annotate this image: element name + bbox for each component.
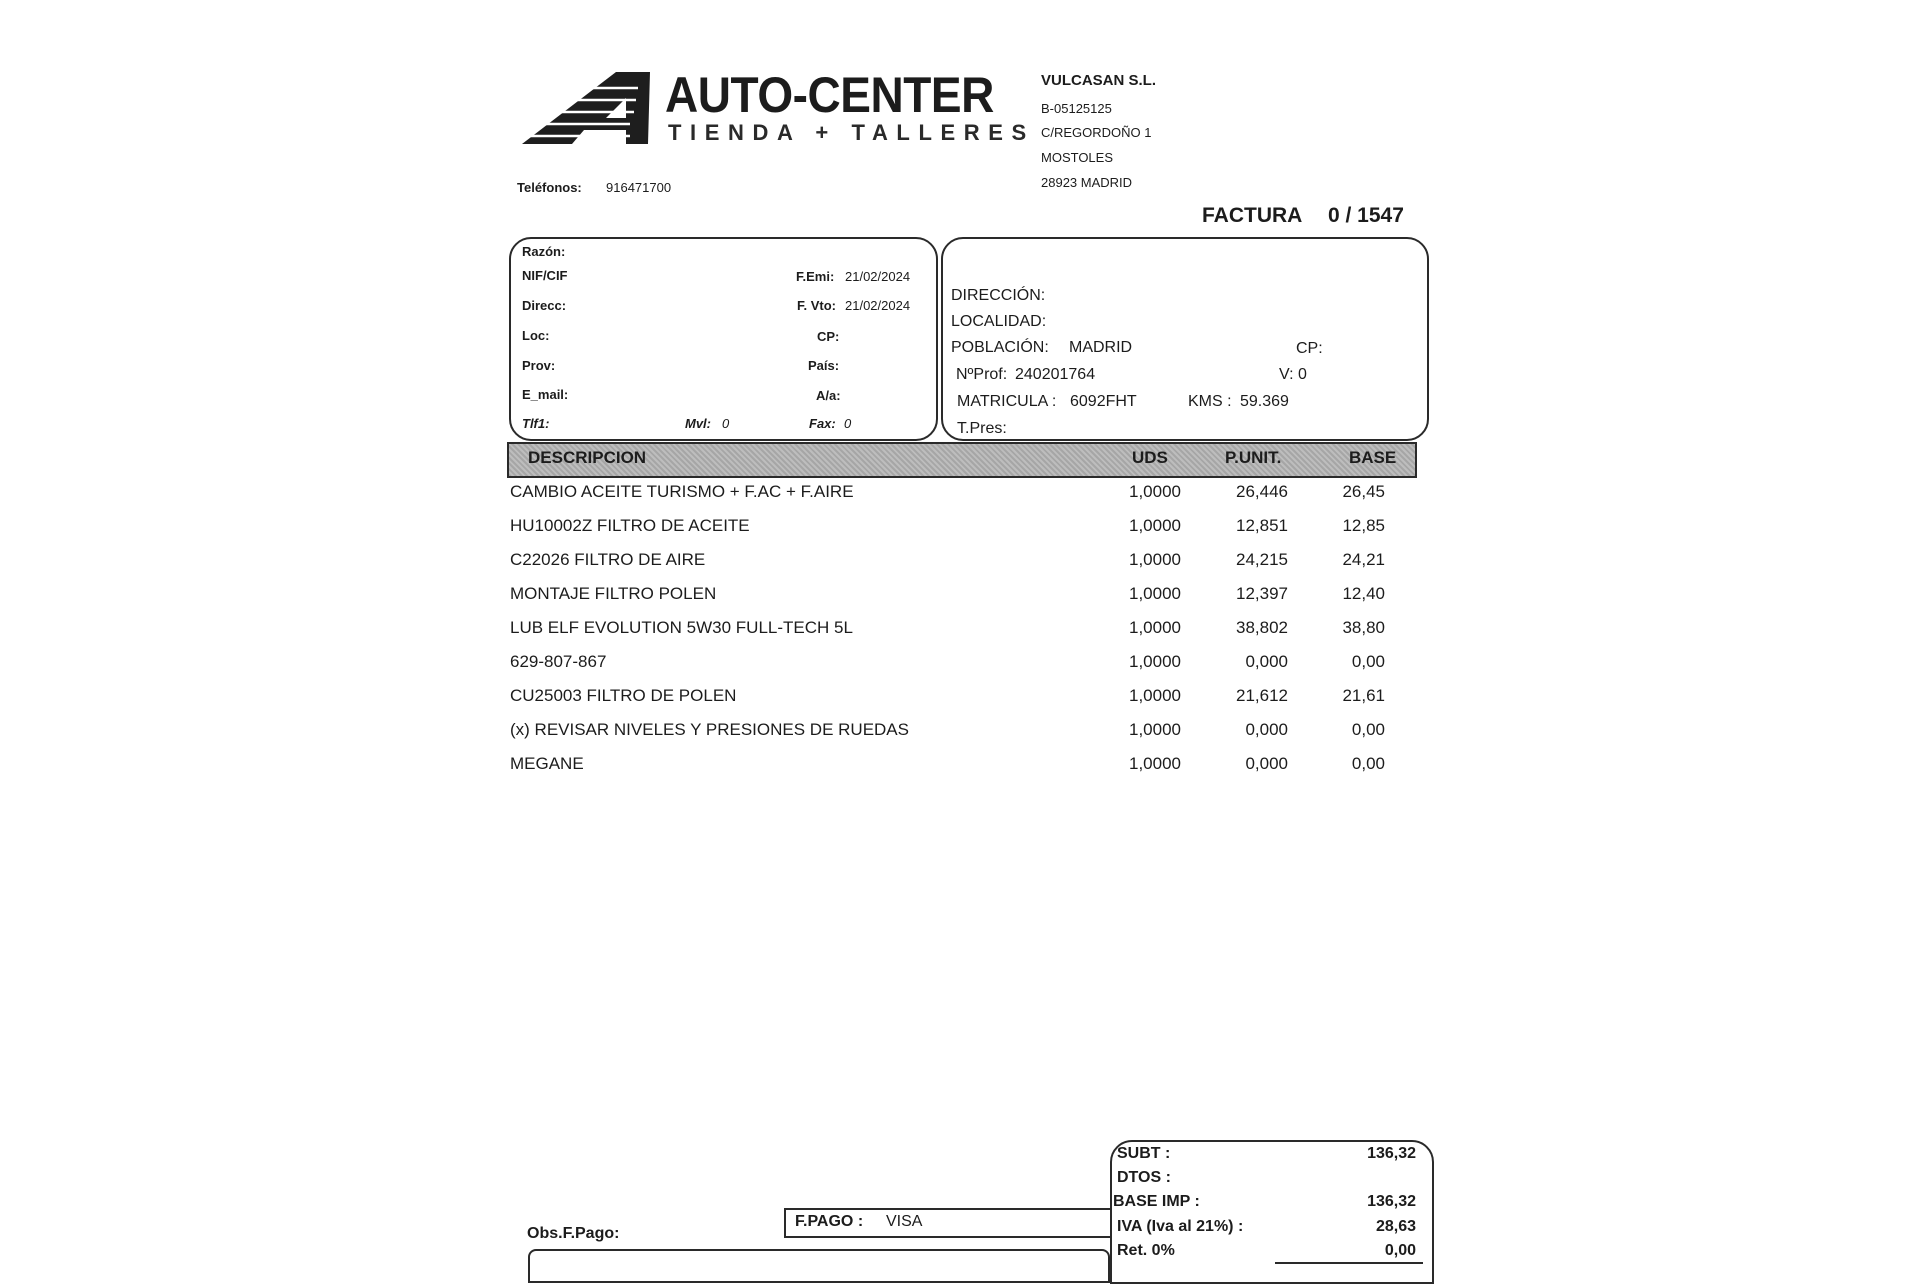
row-uds: 1,0000	[1129, 584, 1181, 603]
brand-name: AUTO-CENTER	[665, 67, 994, 123]
base-imp-value: 136,32	[1367, 1193, 1416, 1210]
mvl-label: Mvl:	[685, 416, 711, 431]
row-desc: MEGANE	[510, 754, 584, 773]
kms-value: 59.369	[1240, 393, 1289, 410]
row-punit: 0,000	[1245, 652, 1288, 671]
brand-subtitle: TIENDA + TALLERES	[668, 120, 1035, 145]
row-base: 21,61	[1342, 686, 1385, 705]
row-base: 38,80	[1342, 618, 1385, 637]
v-label: V:	[1279, 366, 1294, 383]
row-desc: CAMBIO ACEITE TURISMO + F.AC + F.AIRE	[510, 482, 854, 501]
col-uds-header: UDS	[1132, 448, 1168, 467]
iva-label: IVA (Iva al 21%) :	[1117, 1218, 1244, 1235]
nprof-value: 240201764	[1015, 366, 1096, 383]
aa-label: A/a:	[816, 388, 841, 403]
dtos-label: DTOS :	[1117, 1169, 1171, 1186]
auto-center-logo-icon	[522, 72, 650, 144]
row-punit: 38,802	[1236, 618, 1288, 637]
email-label: E_mail:	[522, 387, 569, 402]
row-uds: 1,0000	[1129, 516, 1181, 535]
row-punit: 12,851	[1236, 516, 1288, 535]
row-base: 0,00	[1351, 754, 1385, 773]
row-uds: 1,0000	[1129, 482, 1181, 501]
loc-label: Loc:	[522, 328, 550, 343]
row-base: 0,00	[1351, 652, 1385, 671]
totals-rule	[1275, 1262, 1423, 1264]
company-postal: 28923 MADRID	[1041, 175, 1133, 190]
row-desc: 629-807-867	[510, 652, 607, 671]
row-punit: 24,215	[1236, 550, 1288, 569]
nprof-label: NºProf:	[956, 366, 1008, 383]
invoice-number: 0 / 1547	[1328, 204, 1404, 227]
row-punit: 26,446	[1236, 482, 1288, 501]
obs-box	[528, 1249, 1110, 1283]
table-row	[0, 652, 1920, 676]
femi-value: 21/02/2024	[845, 269, 911, 284]
matricula-value: 6092FHT	[1070, 393, 1137, 410]
col-desc-header: DESCRIPCION	[528, 448, 647, 467]
row-base: 12,40	[1342, 584, 1385, 603]
row-uds: 1,0000	[1129, 652, 1181, 671]
row-punit: 0,000	[1245, 720, 1288, 739]
localidad-label: LOCALIDAD:	[951, 313, 1047, 330]
tpres-label: T.Pres:	[957, 420, 1007, 437]
table-row	[0, 482, 1920, 506]
row-base: 26,45	[1342, 482, 1385, 501]
row-desc: (x) REVISAR NIVELES Y PRESIONES DE RUEDAS	[510, 720, 909, 739]
pais-label: País:	[808, 358, 840, 373]
table-row	[0, 754, 1920, 778]
row-uds: 1,0000	[1129, 686, 1181, 705]
company-name: VULCASAN S.L.	[1041, 72, 1157, 89]
row-base: 12,85	[1342, 516, 1385, 535]
table-row	[0, 550, 1920, 574]
poblacion-label: POBLACIÓN:	[951, 339, 1049, 356]
row-uds: 1,0000	[1129, 550, 1181, 569]
row-desc: LUB ELF EVOLUTION 5W30 FULL-TECH 5L	[510, 618, 853, 637]
phones-value: 916471700	[606, 180, 672, 195]
femi-label: F.Emi:	[796, 269, 835, 284]
nif-label: NIF/CIF	[522, 268, 568, 283]
table-row	[0, 618, 1920, 642]
fvto-label: F. Vto:	[797, 298, 836, 313]
row-punit: 21,612	[1236, 686, 1288, 705]
company-address: C/REGORDOÑO 1	[1041, 125, 1152, 140]
base-imp-label: BASE IMP :	[1113, 1193, 1200, 1210]
row-uds: 1,0000	[1129, 720, 1181, 739]
subt-label: SUBT :	[1117, 1145, 1171, 1162]
row-base: 0,00	[1351, 720, 1385, 739]
row-desc: CU25003 FILTRO DE POLEN	[510, 686, 737, 705]
row-punit: 0,000	[1245, 754, 1288, 773]
row-punit: 12,397	[1236, 584, 1288, 603]
direcc-label: Direcc:	[522, 298, 567, 313]
kms-label: KMS :	[1188, 393, 1232, 410]
company-city: MOSTOLES	[1041, 150, 1114, 165]
obs-label: Obs.F.Pago:	[527, 1225, 620, 1242]
fax-value: 0	[844, 416, 852, 431]
fpago-value: VISA	[886, 1213, 923, 1230]
col-base-header: BASE	[1349, 448, 1397, 467]
fvto-value: 21/02/2024	[845, 298, 911, 313]
iva-value: 28,63	[1375, 1218, 1416, 1235]
razon-label: Razón:	[522, 244, 566, 259]
v-value: 0	[1298, 366, 1307, 383]
row-desc: C22026 FILTRO DE AIRE	[510, 550, 706, 569]
ret-value: 0,00	[1384, 1242, 1416, 1259]
vehicle-cp-label: CP:	[1296, 340, 1323, 357]
poblacion-value: MADRID	[1069, 339, 1133, 356]
table-row	[0, 516, 1920, 540]
row-base: 24,21	[1342, 550, 1385, 569]
table-row	[0, 720, 1920, 744]
row-desc: MONTAJE FILTRO POLEN	[510, 584, 717, 603]
invoice-label: FACTURA	[1202, 204, 1303, 227]
row-desc: HU10002Z FILTRO DE ACEITE	[510, 516, 750, 535]
client-box	[509, 237, 938, 441]
row-uds: 1,0000	[1129, 754, 1181, 773]
ret-label: Ret. 0%	[1117, 1242, 1175, 1259]
fpago-label: F.PAGO :	[795, 1213, 864, 1230]
fax-label: Fax:	[809, 416, 836, 431]
prov-label: Prov:	[522, 358, 556, 373]
table-row	[0, 686, 1920, 710]
mvl-value: 0	[722, 416, 730, 431]
direccion-label: DIRECCIÓN:	[951, 287, 1046, 304]
table-row	[0, 584, 1920, 608]
subt-value: 136,32	[1367, 1145, 1416, 1162]
phones-label: Teléfonos:	[517, 180, 582, 195]
col-punit-header: P.UNIT.	[1225, 448, 1282, 467]
company-cif: B-05125125	[1041, 101, 1112, 116]
matricula-label: MATRICULA :	[957, 393, 1057, 410]
tlf-label: Tlf1:	[522, 416, 550, 431]
row-uds: 1,0000	[1129, 618, 1181, 637]
cp-label: CP:	[817, 329, 840, 344]
